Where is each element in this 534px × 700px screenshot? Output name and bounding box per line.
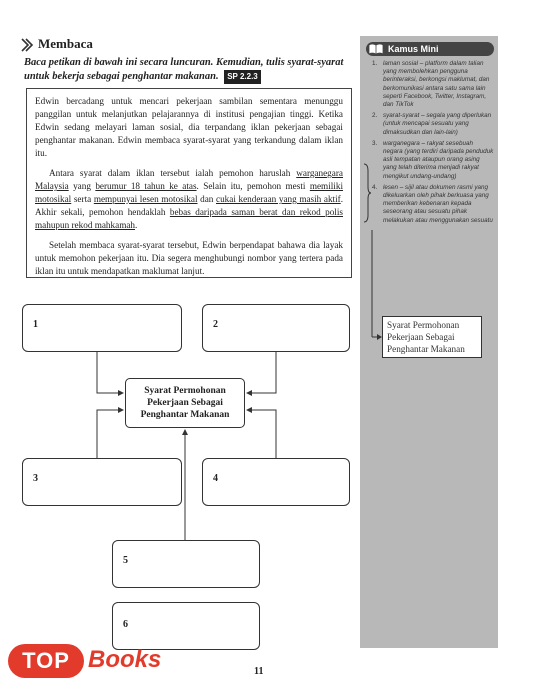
answer-box-2[interactable]: 2 [202, 304, 350, 352]
p2-text: dan [197, 194, 216, 204]
p2-underline: berumur 18 tahun ke atas [95, 181, 197, 191]
p2-text: . Akhir sekali, pemohon hendaklah [35, 194, 343, 217]
p2-underline: bebas daripada saman berat dan rekod polis mahupun rekod mahkamah [35, 207, 343, 230]
side-answer-box: Syarat Permohonan Pekerjaan Sebagai Penghantar Makanan [382, 316, 482, 358]
logo-books: Books [88, 646, 162, 673]
mindmap-center: Syarat Permohonan Pekerjaan Sebagai Penghantar Makanan [125, 378, 245, 428]
p2-text: . Selain itu, pemohon mesti [196, 181, 310, 191]
p2-text: Antara syarat dalam iklan tersebut ialah pemohon haruslah [49, 168, 297, 178]
answer-box-6[interactable]: 6 [112, 602, 260, 650]
kamus-item: 4. lesen – sijil atau dokumen rasmi yang dikeluarkan oleh pihak berkuasa yang memberikan kebenaran kepada seseorang atau sesuatu pihak melakukan atau menggunakan sesuatu [372, 183, 493, 224]
answer-box-4[interactable]: 4 [202, 458, 350, 506]
p2-underline: warganegara Malaysia [35, 168, 343, 191]
passage-paragraph-1: Edwin bercadang untuk mencari pekerjaan sambilan sementara menunggu panggilan untuk melanjutkan pelajarannya di institusi pengajian tinggi. Ketika Edwin sedang melayari laman sosial, dia terpandang iklan pekerjaan sebagai penghantar makanan. Edwin membaca syarat-syarat yang terkandung dalam iklan itu. [35, 96, 343, 158]
kamus-mini-title: Kamus Mini [366, 42, 494, 56]
p2-underline: memiliki motosikal [35, 181, 344, 204]
sp-badge: SP 2.2.3 [224, 70, 261, 84]
passage-paragraph-3: Setelah membaca syarat-syarat tersebut, Edwin berpendapat bahawa dia layak untuk memohon pekerjaan itu. Dia segera menghubungi nombor yang tertera pada iklan itu untuk mendapatkan maklumat lanjut. [35, 240, 343, 276]
p2-underline: mempunyai lesen motosikal [93, 194, 198, 204]
answer-box-1[interactable]: 1 [22, 304, 182, 352]
p2-underline: cukai kenderaan yang masih aktif [216, 194, 341, 204]
instruction-text: Baca petikan di bawah ini secara luncuran. Kemudian, tulis syarat-syarat untuk bekerja sebagai penghantar makanan. [24, 57, 344, 82]
p2-text: . [135, 220, 138, 230]
page-number: 11 [254, 666, 264, 677]
p2-text: yang [68, 181, 96, 191]
answer-box-3[interactable]: 3 [22, 458, 182, 506]
logo-top: TOP [8, 644, 84, 678]
kamus-item: 3. warganegara – rakyat sesebuah negara (yang terdiri daripada penduduk asli tempatan ataupun orang asing yang telah diterima menjadi rakyat mengikut undang-undang) [372, 139, 494, 180]
p2-text: serta [71, 194, 94, 204]
section-title: Membaca [38, 36, 93, 51]
kamus-item: 2. syarat-syarat – segala yang diperlukan (untuk mencapai sesuatu yang dimaksudkan dan lain-lain) [372, 112, 492, 136]
answer-box-5[interactable]: 5 [112, 540, 260, 588]
kamus-item: 1. laman sosial – platform dalam talian yang membolehkan pengguna berinteraksi, berkongsi maklumat, dan berkomunikasi antara satu sama lain seperti Facebook, Twitter, Instagram, dan TikTok [372, 60, 490, 109]
